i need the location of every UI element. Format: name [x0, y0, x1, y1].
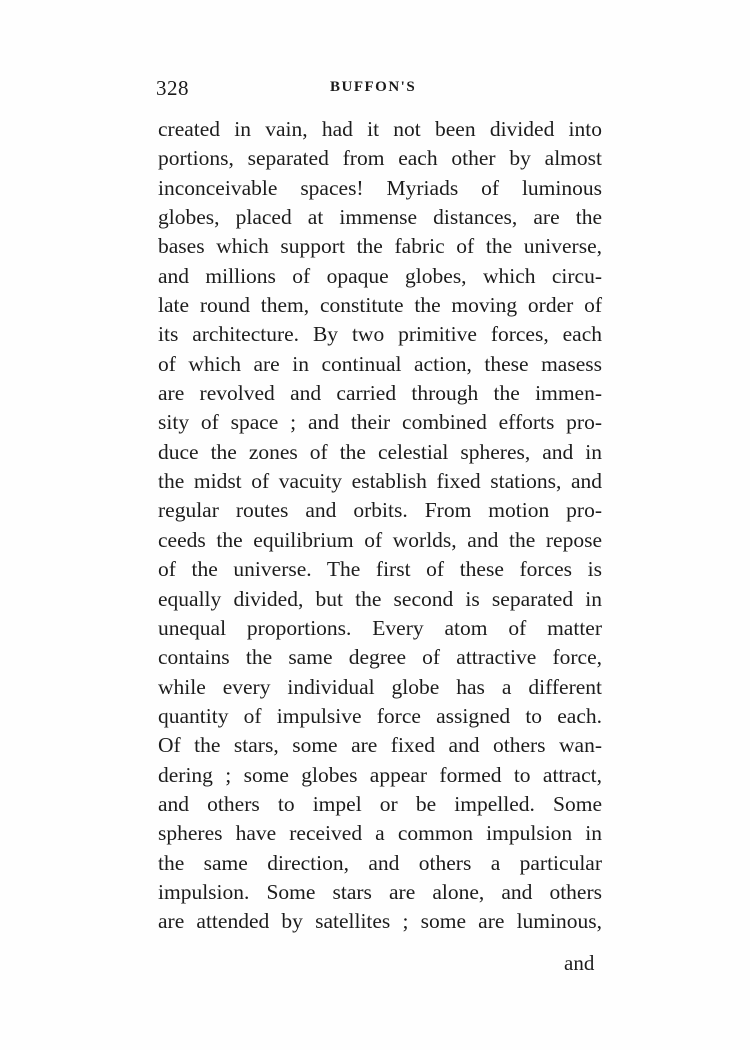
text-line: while every individual globe has a different	[158, 674, 602, 699]
text-line: and millions of opaque globes, which circu-	[158, 263, 602, 288]
text-line: its architecture. By two primitive forces, each	[158, 322, 602, 347]
text-line: contains the same degree of attractive force,	[158, 645, 602, 670]
text-line: the same direction, and others a particular	[158, 850, 602, 875]
text-line: late round them, constitute the moving order of	[158, 293, 602, 318]
text-line: are attended by satellites ; some are luminous,	[158, 909, 602, 934]
text-line: unequal proportions. Every atom of matter	[158, 615, 602, 640]
text-line: portions, separated from each other by almost	[158, 146, 602, 171]
catchword: and	[564, 951, 595, 975]
text-line: spheres have received a common impulsion in	[158, 821, 602, 846]
text-line: inconceivable spaces! Myriads of luminous	[158, 175, 602, 200]
text-line: of the universe. The first of these forces is	[158, 557, 602, 582]
text-line: are revolved and carried through the immen-	[158, 381, 602, 406]
text-line: globes, placed at immense distances, are the	[158, 205, 602, 230]
text-line: Of the stars, some are fixed and others wan-	[158, 733, 602, 758]
text-line: dering ; some globes appear formed to attract,	[158, 762, 602, 787]
running-head	[156, 76, 611, 106]
running-title: BUFFON'S	[330, 79, 417, 95]
text-line: sity of space ; and their combined efforts pro-	[158, 410, 602, 435]
text-line: of which are in continual action, these masess	[158, 351, 602, 376]
text-line: quantity of impulsive force assigned to each.	[158, 703, 602, 728]
page-number: 328	[156, 76, 189, 100]
text-line: created in vain, had it not been divided into	[158, 117, 602, 141]
text-line: ceeds the equilibrium of worlds, and the repose	[158, 527, 602, 552]
text-line: the midst of vacuity establish fixed stations, and	[158, 469, 602, 494]
text-line: and others to impel or be impelled. Some	[158, 791, 602, 816]
text-line: bases which support the fabric of the universe,	[158, 234, 602, 259]
text-line: duce the zones of the celestial spheres, and in	[158, 439, 602, 464]
text-line: equally divided, but the second is separated in	[158, 586, 602, 611]
text-line: regular routes and orbits. From motion pro-	[158, 498, 602, 523]
body-text	[158, 115, 602, 937]
text-line: impulsion. Some stars are alone, and others	[158, 879, 602, 904]
